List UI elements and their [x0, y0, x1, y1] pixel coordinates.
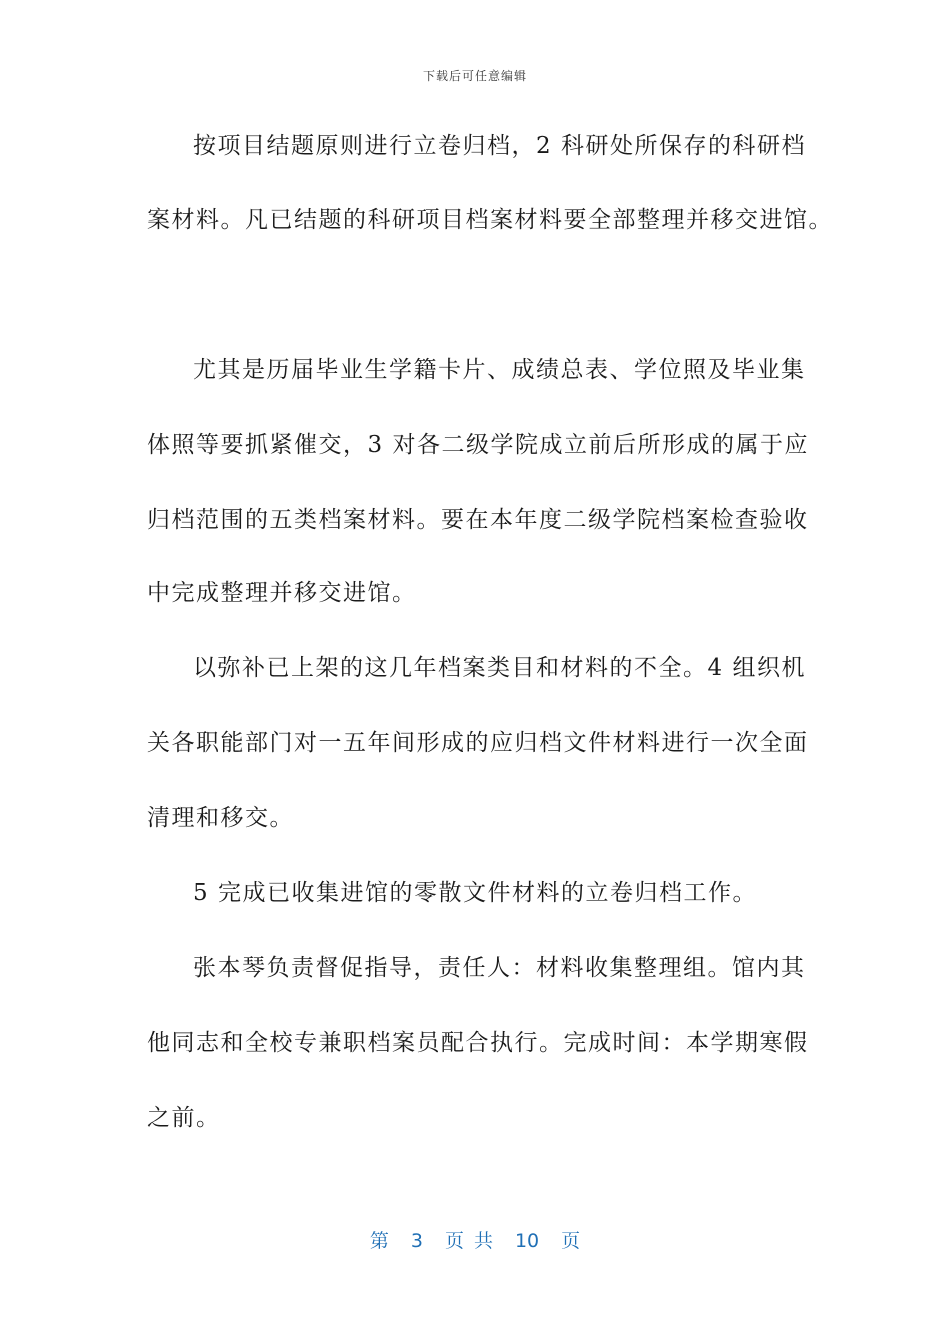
footer-page-suffix: 页: [444, 1230, 464, 1252]
footer-total-number: 10: [514, 1230, 540, 1252]
body-line-13: 之前。: [147, 1105, 221, 1131]
body-line-10: 5 完成已收集进馆的零散文件材料的立卷归档工作。: [193, 880, 757, 906]
page-footer: [0, 1226, 950, 1253]
footer-page-number: 3: [410, 1230, 423, 1252]
body-line-6: 中完成整理并移交进馆。: [147, 580, 417, 606]
body-line-8: 关各职能部门对一五年间形成的应归档文件材料进行一次全面: [147, 730, 809, 756]
body-line-5: 归档范围的五类档案材料。要在本年度二级学院档案检查验收: [147, 507, 809, 533]
footer-total-label: 共: [473, 1230, 493, 1252]
body-line-3: 尤其是历届毕业生学籍卡片、成绩总表、学位照及毕业集: [193, 357, 806, 383]
body-line-4: 体照等要抓紧催交，3 对各二级学院成立前后所形成的属于应: [147, 432, 809, 458]
body-line-12: 他同志和全校专兼职档案员配合执行。完成时间：本学期寒假: [147, 1030, 809, 1056]
body-line-9: 清理和移交。: [147, 805, 294, 831]
header-note: 下载后可任意编辑: [422, 69, 527, 83]
body-line-11: 张本琴负责督促指导，责任人：材料收集整理组。馆内其: [193, 955, 806, 981]
footer-total-suffix: 页: [561, 1230, 581, 1252]
body-line-1: 按项目结题原则进行立卷归档，2 科研处所保存的科研档: [193, 133, 806, 159]
body-line-2: 案材料。凡已结题的科研项目档案材料要全部整理并移交进馆。: [147, 207, 833, 233]
footer-page-label: 第: [369, 1230, 389, 1252]
body-line-7: 以弥补已上架的这几年档案类目和材料的不全。4 组织机: [193, 655, 806, 681]
